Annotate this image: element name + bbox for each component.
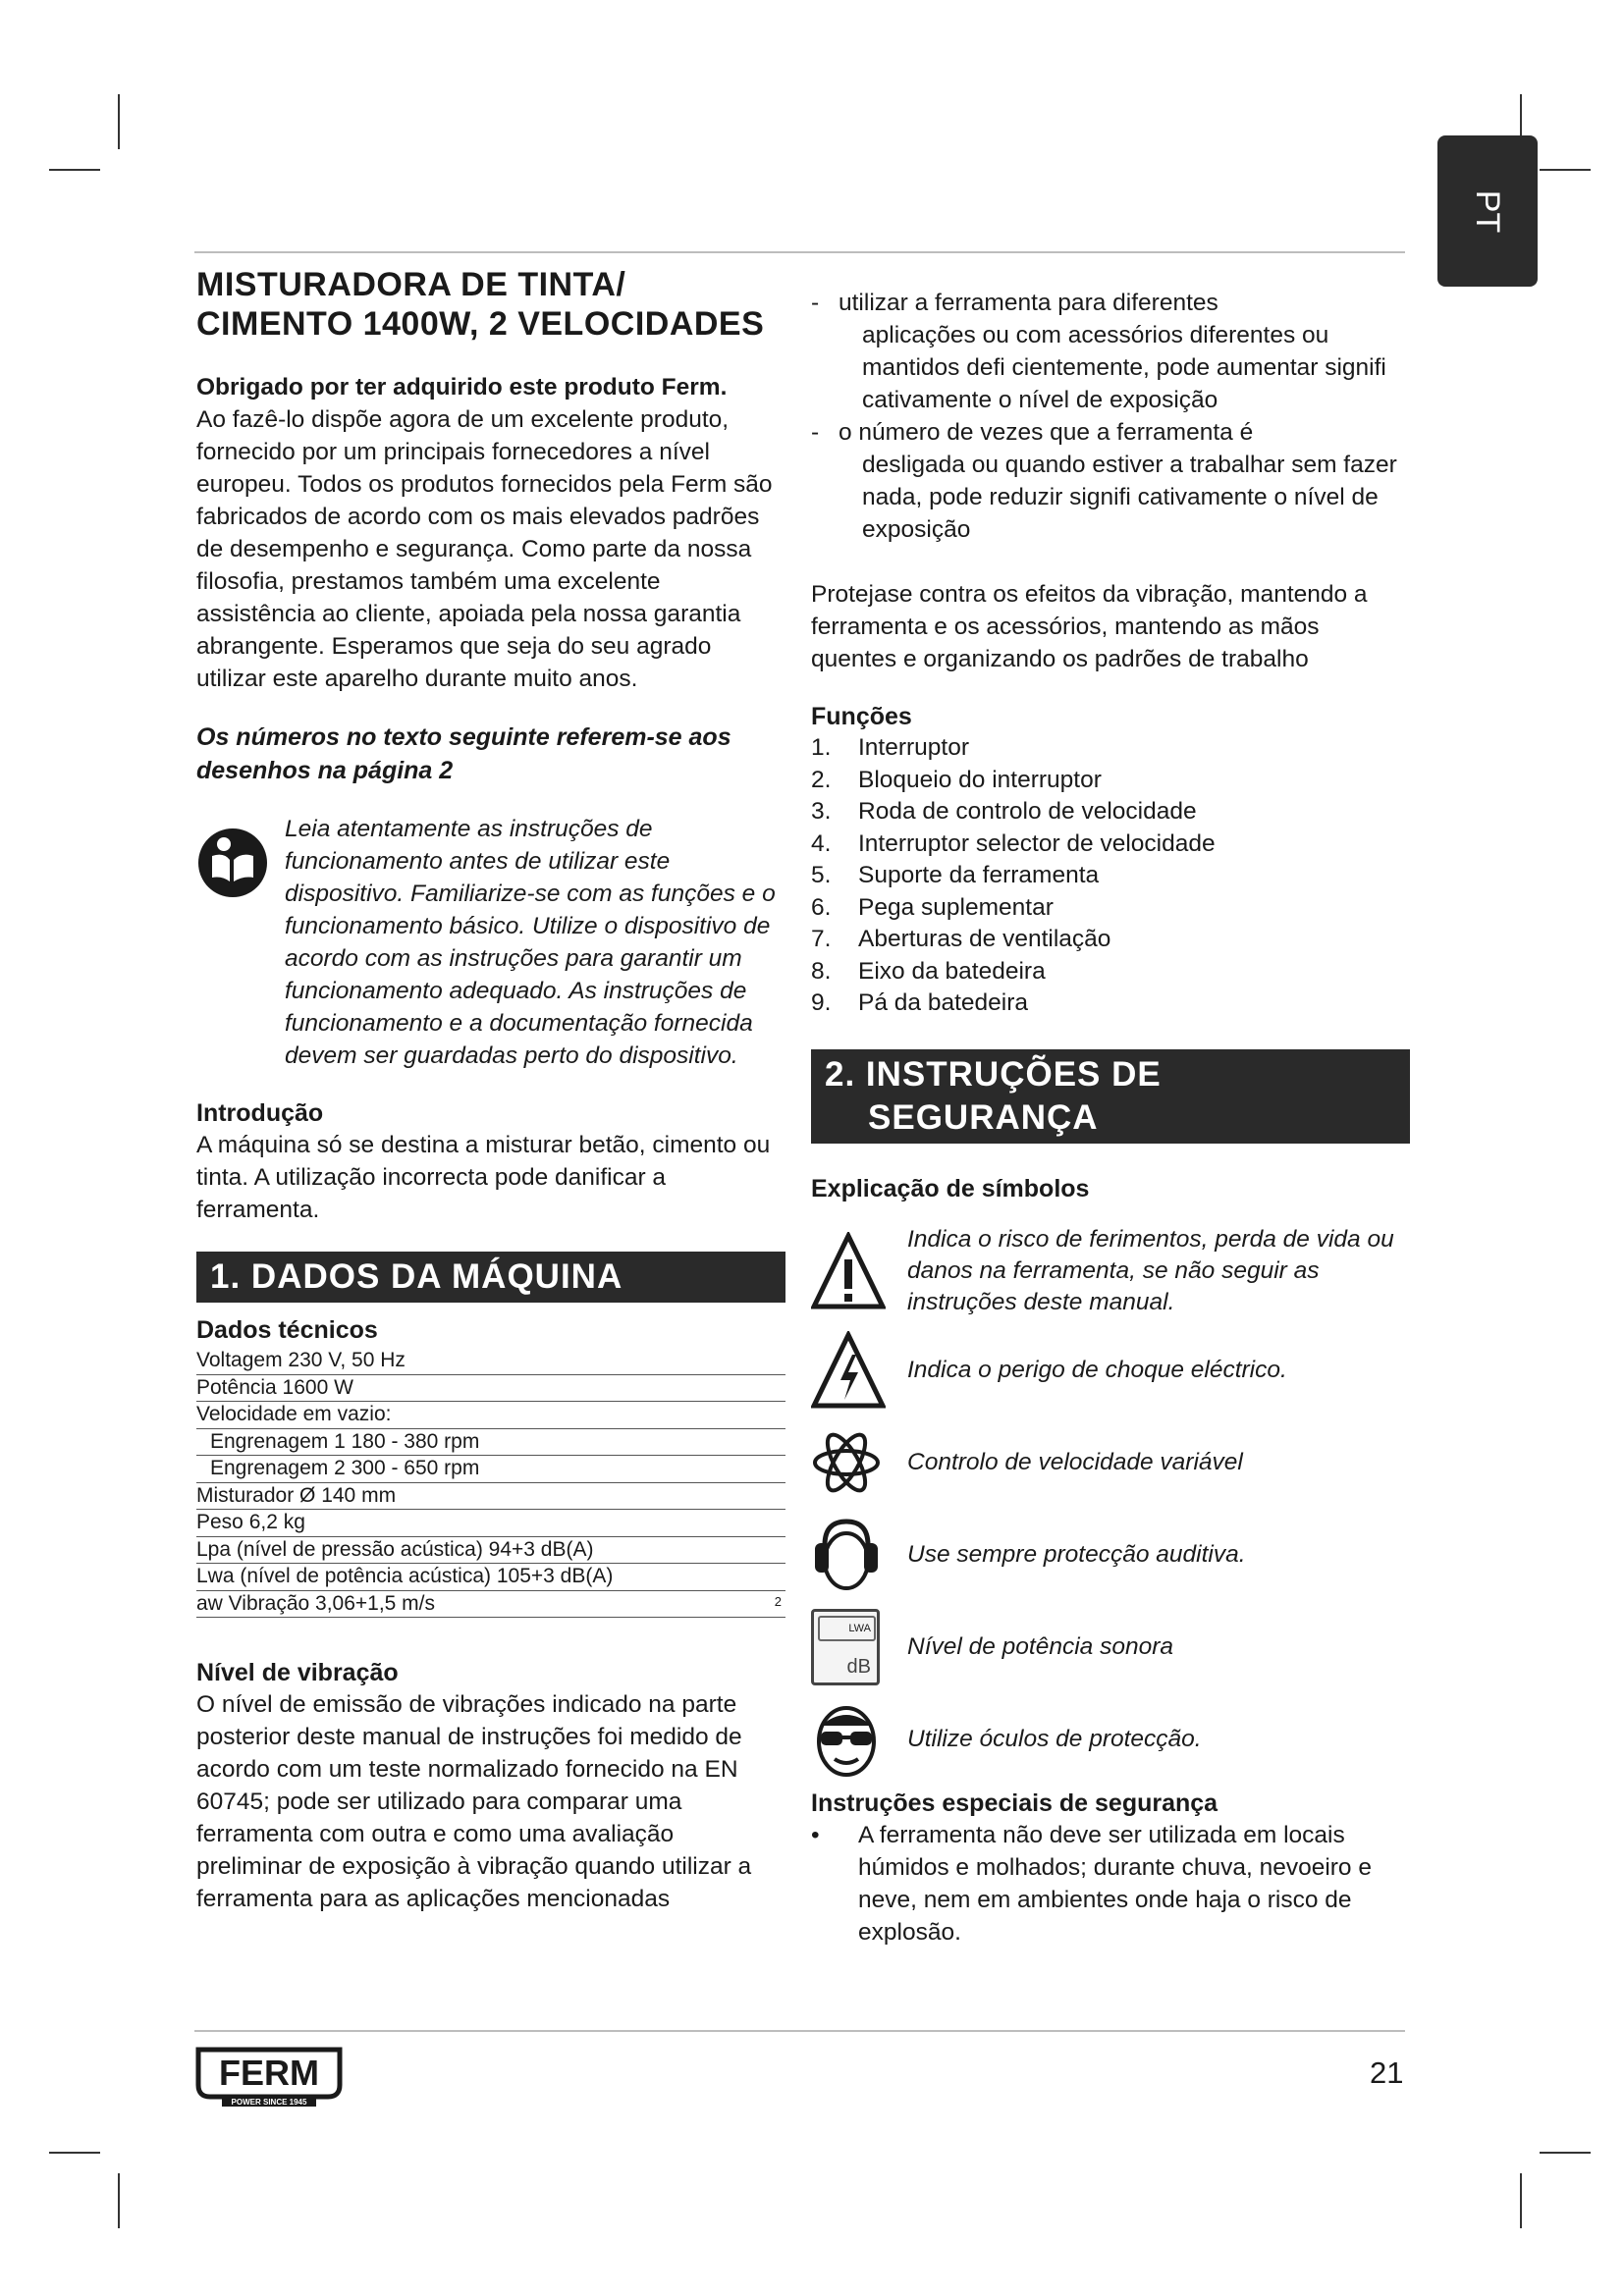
spec-row	[196, 1456, 785, 1483]
list-item	[811, 1819, 1410, 1949]
dash-text-first: utilizar a ferramenta para diferentes	[839, 290, 1218, 316]
intro-lead: Obrigado por ter adquirido este produto Ferm.	[196, 374, 728, 400]
dash-item	[811, 416, 1410, 546]
symbol-row	[811, 1422, 1410, 1503]
list-item	[811, 956, 1410, 988]
crop-mark	[1540, 169, 1591, 171]
section-1-banner: 1. DADOS DA MÁQUINA	[196, 1252, 785, 1303]
language-tab	[1437, 135, 1538, 287]
spec-row	[196, 1348, 785, 1375]
item-text: Eixo da batedeira	[858, 957, 1046, 985]
symbol-text: Nível de potência sonora	[907, 1632, 1174, 1660]
banner-line-2: SEGURANÇA	[868, 1097, 1099, 1137]
list-item	[811, 924, 1410, 956]
spec-text: Peso 6,2 kg	[196, 1511, 305, 1533]
logo-wordmark: FERM	[219, 2053, 319, 2093]
db-label: dB	[846, 1655, 871, 1678]
item-text: A ferramenta não deve ser utilizada em locais húmidos e molhados; durante chuva, nevoeiro e neve, nem em ambientes onde haja o risco de explosão.	[858, 1821, 1372, 1946]
title-line-1: MISTURADORA DE TINTA/	[196, 266, 626, 303]
list-item	[811, 988, 1410, 1020]
sound-power-icon	[811, 1607, 907, 1687]
dash-text-rest: aplicações ou com acessórios diferentes ou mantidos defi cientemente, pode aumentar signifi cativamente o nível de exposição	[862, 322, 1386, 413]
item-number: 8.	[811, 957, 832, 985]
special-safety-heading: Instruções especiais de segurança	[811, 1789, 1218, 1817]
read-manual-icon	[196, 813, 285, 1072]
crop-mark	[1520, 2173, 1522, 2228]
tech-data-heading: Dados técnicos	[196, 1316, 378, 1344]
spec-row	[196, 1564, 785, 1591]
list-item	[811, 892, 1410, 925]
symbol-text: Use sempre protecção auditiva.	[907, 1540, 1246, 1568]
spec-superscript: 2	[774, 1593, 782, 1609]
item-text: Interruptor	[858, 734, 970, 761]
spec-row	[196, 1537, 785, 1565]
spec-text: Lwa (nível de potência acústica) 105+3 dB(A)	[196, 1565, 614, 1587]
list-item	[811, 732, 1410, 765]
item-number: 9.	[811, 989, 832, 1016]
item-text: Pá da batedeira	[858, 989, 1028, 1016]
bullet-mark: •	[811, 1821, 820, 1848]
spec-text: Velocidade em vazio:	[196, 1403, 392, 1425]
symbol-text: Indica o risco de ferimentos, perda de vida ou danos na ferramenta, se não seguir as instruções deste manual.	[907, 1225, 1394, 1315]
symbol-text: Utilize óculos de protecção.	[907, 1725, 1202, 1752]
top-rule	[194, 251, 1405, 253]
section-2-banner	[811, 1049, 1410, 1144]
read-manual-text: Leia atentamente as instruções de funcionamento antes de utilizar este dispositivo. Familiarize-se com as funções e o funcionamento básico. Utilize o dispositivo de acordo com as instruções para garantir um funcionamento adequado. As instruções de funcionamento e a documentação fornecida devem ser guardadas perto do dispositivo.	[285, 816, 776, 1069]
item-text: Suporte da ferramenta	[858, 862, 1100, 888]
spec-text: Voltagem 230 V, 50 Hz	[196, 1349, 406, 1371]
vibration-text: O nível de emissão de vibrações indicado na parte posterior deste manual de instruções foi medido de acordo com um teste normalizado fornecido na EN 60745; pode ser utilizado para comparar uma ferramenta com outra e como uma avaliação preliminar de exposição à vibração quando utilizar a ferramenta para as aplicações mencionadas	[196, 1691, 752, 1912]
symbol-text: Controlo de velocidade variável	[907, 1448, 1243, 1475]
crop-mark	[49, 2152, 100, 2154]
spec-row	[196, 1483, 785, 1511]
item-number: 6.	[811, 893, 832, 921]
dash-item	[811, 287, 1410, 416]
crop-mark	[118, 94, 120, 149]
symbols-heading: Explicação de símbolos	[811, 1174, 1090, 1202]
symbol-text: Indica o perigo de choque eléctrico.	[907, 1356, 1287, 1383]
item-number: 7.	[811, 926, 832, 952]
symbol-row	[811, 1515, 1410, 1595]
item-text: Pega suplementar	[858, 893, 1054, 921]
spec-text: Potência 1600 W	[196, 1375, 353, 1399]
safety-glasses-icon	[811, 1699, 907, 1780]
item-number: 5.	[811, 862, 832, 888]
item-number: 1.	[811, 734, 832, 761]
item-text: Bloqueio do interruptor	[858, 766, 1102, 793]
intro-body: Ao fazê-lo dispõe agora de um excelente produto, fornecido por um principais fornecedores a nível europeu. Todos os produtos fornecidos pela Ferm são fabricados de acordo com os mais elevados padrões de desempenho e segurança. Como parte da nossa filosofia, prestamos também uma excelente assistência ao cliente, apoiada pela nossa garantia abrangente. Esperamos que seja do seu agrado utilizar este aparelho durante muito anos.	[196, 406, 773, 692]
intro-heading: Introdução	[196, 1099, 324, 1127]
ferm-logo	[194, 2046, 344, 2113]
dash-list	[811, 287, 1410, 546]
electric-shock-icon	[811, 1330, 907, 1411]
crop-mark	[1540, 2152, 1591, 2154]
protect-text: Protejase contra os efeitos da vibração, mantendo a ferramenta e os acessórios, mantendo as mãos quentes e organizando os padrões de trabalho	[811, 581, 1368, 672]
item-number: 4.	[811, 829, 832, 857]
spec-row	[196, 1591, 785, 1619]
dash-mark: -	[811, 419, 820, 446]
item-text: Aberturas de ventilação	[858, 926, 1111, 952]
functions-heading: Funções	[811, 703, 912, 730]
spec-row	[196, 1375, 785, 1403]
spec-table	[196, 1348, 785, 1618]
spec-text: Engrenagem 1 180 - 380 rpm	[210, 1429, 480, 1453]
speed-control-icon	[811, 1422, 907, 1503]
symbol-row	[811, 1607, 1410, 1687]
list-item	[811, 860, 1410, 892]
item-text: Roda de controlo de velocidade	[858, 798, 1197, 825]
spec-row	[196, 1429, 785, 1457]
lwa-label: LWA	[818, 1616, 876, 1641]
read-manual-notice	[196, 813, 785, 1072]
title-line-2: CIMENTO 1400W, 2 VELOCIDADES	[196, 305, 765, 343]
symbol-row	[811, 1224, 1410, 1318]
list-item	[811, 828, 1410, 861]
page-number: 21	[1370, 2056, 1404, 2090]
warning-triangle-icon	[811, 1231, 907, 1311]
dash-mark: -	[811, 290, 820, 316]
bottom-rule	[194, 2030, 1405, 2032]
list-item	[811, 765, 1410, 797]
right-column	[811, 287, 1410, 1949]
logo-tagline: POWER SINCE 1945	[231, 2098, 307, 2107]
document-title	[196, 265, 785, 344]
spec-text: aw Vibração 3,06+1,5 m/s	[196, 1591, 436, 1615]
functions-list	[811, 732, 1410, 1020]
dash-text-first: o número de vezes que a ferramenta é	[839, 419, 1254, 446]
banner-line-1: 2. INSTRUÇÕES DE	[825, 1054, 1162, 1094]
ear-protection-icon	[811, 1515, 907, 1595]
symbol-row	[811, 1699, 1410, 1780]
item-number: 2.	[811, 766, 832, 793]
left-column	[196, 265, 785, 1915]
spec-text: Engrenagem 2 300 - 650 rpm	[210, 1457, 480, 1479]
spec-row	[196, 1510, 785, 1537]
vibration-heading: Nível de vibração	[196, 1659, 399, 1686]
spec-row	[196, 1402, 785, 1429]
intro-text: A máquina só se destina a misturar betão, cimento ou tinta. A utilização incorrecta pode danificar a ferramenta.	[196, 1132, 771, 1223]
sound-power-box	[811, 1609, 880, 1685]
crop-mark	[49, 169, 100, 171]
item-number: 3.	[811, 798, 832, 825]
spec-text: Misturador Ø 140 mm	[196, 1483, 397, 1507]
language-code: PT	[1469, 189, 1507, 233]
symbol-row	[811, 1330, 1410, 1411]
item-text: Interruptor selector de velocidade	[858, 829, 1216, 857]
crop-mark	[118, 2173, 120, 2228]
spec-text: Lpa (nível de pressão acústica) 94+3 dB(A)	[196, 1537, 594, 1561]
list-item	[811, 796, 1410, 828]
dash-text-rest: desligada ou quando estiver a trabalhar sem fazer nada, pode reduzir signifi cativamente o nível de exposição	[862, 452, 1397, 543]
numbers-note: Os números no texto seguinte referem-se aos desenhos na página 2	[196, 723, 731, 784]
